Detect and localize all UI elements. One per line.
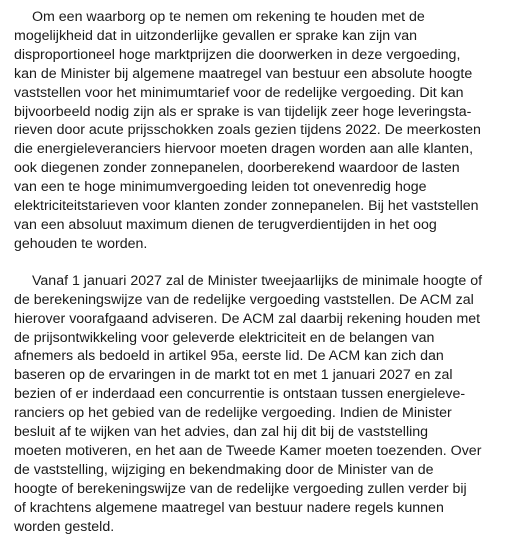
text-line: de berekeningswijze van de redelijke vergoeding vaststellen. De ACM zal bbox=[14, 291, 474, 308]
text-line: gehouden te worden. bbox=[14, 235, 148, 252]
text-line: besluit af te wijken van het advies, dan zal hij dit bij de vaststelling bbox=[14, 424, 429, 441]
text-line: hoogte of berekeningswijze van de redelijke vergoeding zullen verder bij bbox=[14, 480, 467, 497]
text-line: ranciers op het gebied van de redelijke vergoeding. Indien de Minister bbox=[14, 405, 452, 422]
text-line: van een absoluut maximum dienen de terugverdientijden in het oog bbox=[14, 216, 437, 233]
text-line: of krachtens algemene maatregel van bestuur nadere regels kunnen bbox=[14, 499, 444, 516]
text-line: baseren op de ervaringen in de markt tot en met 1 januari 2027 en zal bbox=[14, 367, 453, 384]
paragraph-vanaf-2027 bbox=[14, 272, 507, 536]
text-line: disproportioneel hoge marktprijzen die doorwerken in deze vergoeding, bbox=[14, 46, 461, 63]
text-line: ook diegenen zonder zonnepanelen, doorberekend waardoor de lasten bbox=[14, 160, 460, 177]
text-line: vaststellen voor het minimumtarief voor de redelijke vergoeding. Dit kan bbox=[14, 84, 464, 101]
text-line: Vanaf 1 januari 2027 zal de Minister tweejaarlijks de minimale hoogte of bbox=[32, 272, 483, 289]
text-line: van een te hoge minimumvergoeding leiden tot onevenredig hoge bbox=[14, 179, 427, 196]
text-line: Om een waarborg op te nemen om rekening te houden met de bbox=[32, 9, 425, 25]
text-line: de prijsontwikkeling voor geleverde elektriciteit en de belangen van bbox=[14, 329, 435, 346]
text-line: worden gesteld. bbox=[14, 518, 115, 535]
text-line: kan de Minister bij algemene maatregel van bestuur een absolute hoogte bbox=[14, 65, 473, 82]
text-line: bezien of er inderdaad een concurrentie is ontstaan tussen energieleve- bbox=[14, 386, 466, 403]
text-line: bijvoorbeeld nodig zijn als er sprake is van tijdelijk zeer hoge leveringsta- bbox=[14, 103, 472, 120]
text-line: elektriciteitstarieven voor klanten zonder zonnepanelen. Bij het vaststellen bbox=[14, 198, 479, 215]
text-line: die energieleveranciers hiervoor moeten dragen worden aan alle klanten, bbox=[14, 141, 474, 158]
text-line: de vaststelling, wijziging en bekendmaking door de Minister van de bbox=[14, 461, 434, 478]
text-line: moeten motiveren, en het aan de Tweede Kamer moeten toezenden. Over bbox=[14, 442, 482, 459]
text-line: afnemers als bedoeld in artikel 95a, eerste lid. De ACM kan zich dan bbox=[14, 348, 444, 365]
text-line: mogelijkheid dat in uitzonderlijke gevallen er sprake kan zijn van bbox=[14, 27, 417, 44]
text-line: hierover voorafgaand adviseren. De ACM zal daarbij rekening houden met bbox=[14, 310, 481, 327]
text-line: rieven door acute prijsschokken zoals gezien tijdens 2022. De meerkosten bbox=[14, 122, 481, 139]
paragraph-waarborg bbox=[14, 8, 507, 254]
